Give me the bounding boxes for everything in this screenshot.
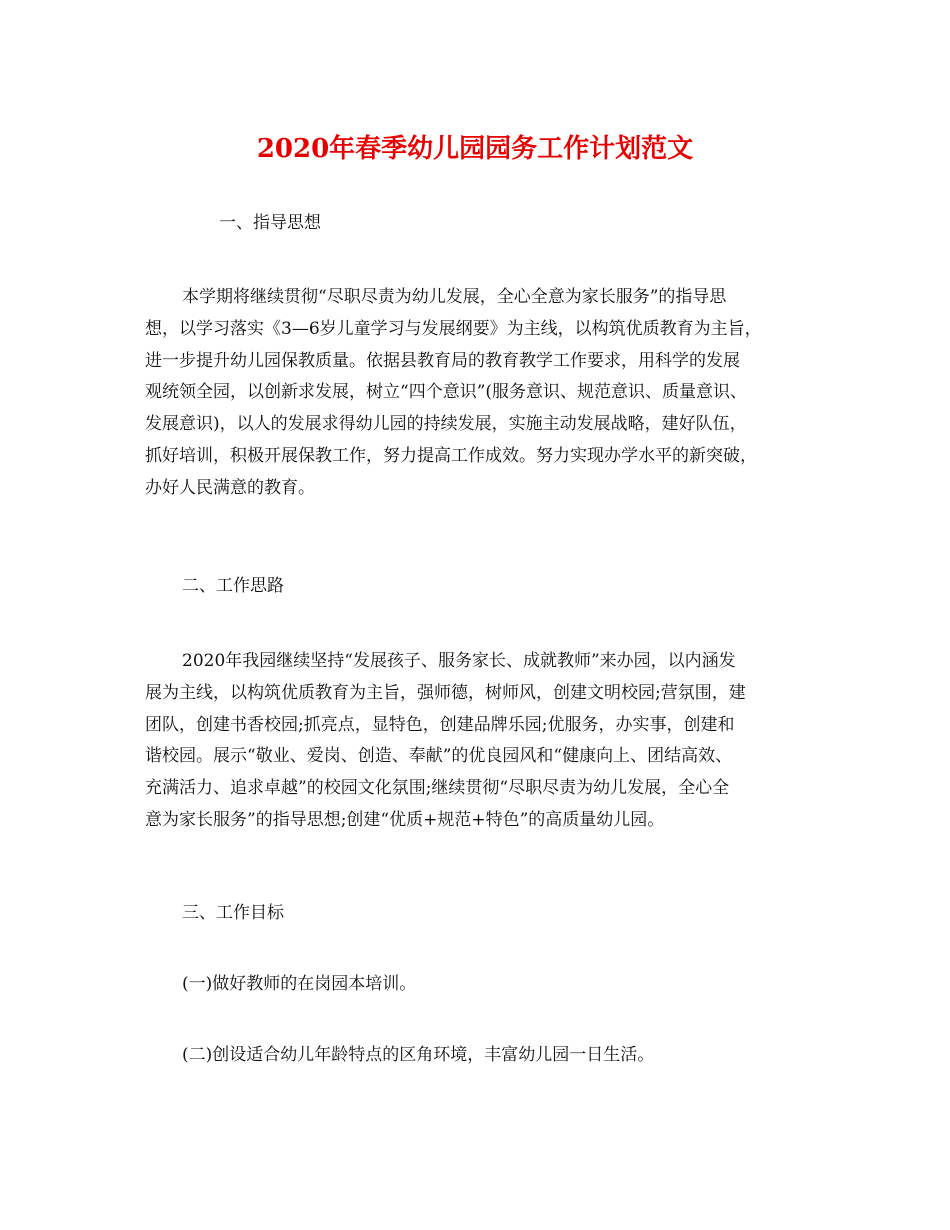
paragraph-line: 办好人民满意的教育。 [145,477,315,498]
paragraph-line: 充满活力、追求卓越”的校园文化氛围;继续贯彻“尽职尽责为幼儿发展，全心全 [145,778,730,799]
paragraph-line: 观统领全园，以创新求发展，树立“四个意识”(服务意识、规范意识、质量意识、 [145,382,748,403]
paragraph-line: 进一步提升幼儿园保教质量。依据县教育局的教育教学工作要求，用科学的发展 [145,350,740,371]
paragraph-line: 团队，创建书香校园;抓亮点，显特色，创建品牌乐园;优服务，办实事，创建和 [145,714,735,735]
section-paragraph-guiding-ideology [145,282,810,505]
paragraph-line: 展为主线，以构筑优质教育为主旨，强师德，树师风，创建文明校园;营氛围，建 [145,682,746,703]
paragraph-line: 本学期将继续贯彻“尽职尽责为幼儿发展，全心全意为家长服务”的指导思 [182,287,727,307]
document-title: 2020年春季幼儿园园务工作计划范文 [256,134,694,164]
paragraph-line: 想，以学习落实《3—6岁儿童学习与发展纲要》为主线，以构筑优质教育为主旨， [145,318,762,339]
paragraph-line: 2020年我园继续坚持“发展孩子、服务家长、成就教师”来办园，以内涵发 [182,651,736,671]
paragraph-line: 谐校园。展示“敬业、爱岗、创造、奉献”的优良园风和“健康向上、团结高效、 [145,746,733,767]
section-heading-guiding-ideology: 一、指导思想 [219,213,321,233]
paragraph-line: 抓好培训，积极开展保教工作，努力提高工作成效。努力实现办学水平的新突破， [145,445,757,466]
paragraph-line: 发展意识)，以人的发展求得幼儿园的持续发展，实施主动发展战略，建好队伍， [145,414,747,435]
paragraph-line: 意为家长服务”的指导思想;创建“优质+规范+特色”的高质量幼儿园。 [145,809,665,830]
section-paragraph-work-approach [145,646,810,837]
goal-item: (一)做好教师的在岗园本培训。 [182,974,417,994]
goal-item: (二)创设适合幼儿年龄特点的区角环境，丰富幼儿园一日生活。 [182,1045,655,1065]
section-heading-work-goals: 三、工作目标 [182,903,284,923]
section-heading-work-approach: 二、工作思路 [182,576,284,596]
